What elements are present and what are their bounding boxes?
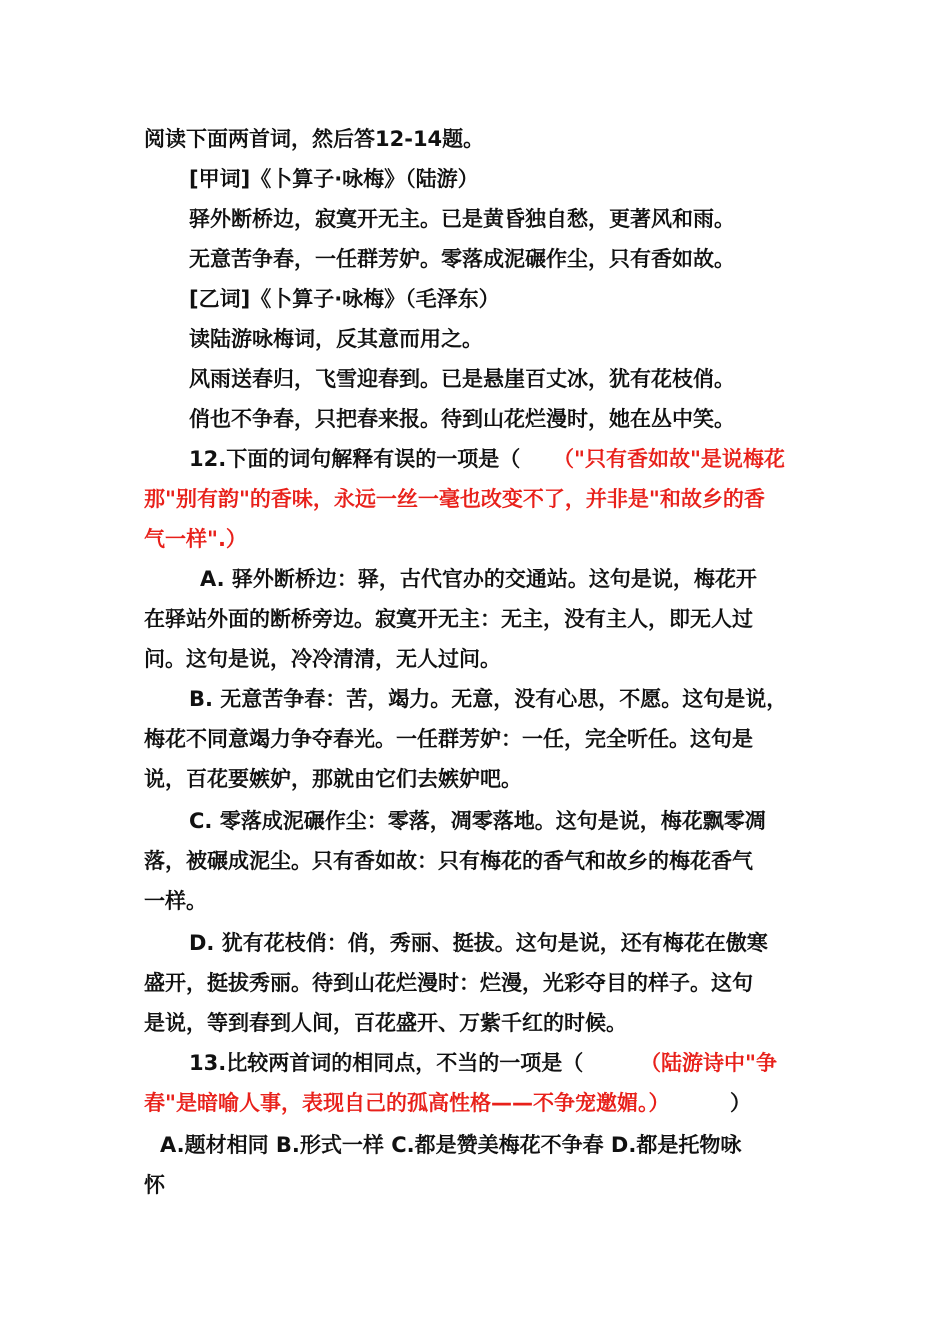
question-12-option-a-line-2: 在驿站外面的断桥旁边。寂寞开无主：无主，没有主人，即无人过 [144, 607, 753, 631]
question-12-option-a-line-3: 问。这句是说，冷冷清清，无人过问。 [144, 647, 501, 671]
poem-a-line-2: 无意苦争春，一任群芳妒。零落成泥碾作尘，只有香如故。 [189, 247, 735, 271]
question-12-answer-line-2: 那"别有韵"的香味，永远一丝一毫也改变不了，并非是"和故乡的香 [144, 487, 765, 511]
reading-instruction: 阅读下面两首词，然后答12-14题。 [144, 127, 485, 151]
poem-b-line-1: 风雨送春归，飞雪迎春到。已是悬崖百丈冰，犹有花枝俏。 [189, 367, 735, 391]
question-12-option-a-line-1: A. 驿外断桥边：驿，古代官办的交通站。这句是说，梅花开 [200, 567, 757, 591]
question-12-stem: 12.下面的词句解释有误的一项是（ [189, 447, 521, 471]
question-12-option-c-line-2: 落，被碾成泥尘。只有香如故：只有梅花的香气和故乡的梅花香气 [144, 849, 753, 873]
question-13-stem: 13.比较两首词的相同点，不当的一项是（ [189, 1051, 584, 1075]
question-13-options-line-1: A.题材相同 B.形式一样 C.都是赞美梅花不争春 D.都是托物咏 [160, 1133, 742, 1157]
poem-b-heading: [乙词]《卜算子·咏梅》（毛泽东） [189, 287, 500, 311]
poem-a-heading: [甲词]《卜算子·咏梅》（陆游） [189, 167, 479, 191]
poem-a-line-1: 驿外断桥边，寂寞开无主。已是黄昏独自愁，更著风和雨。 [189, 207, 735, 231]
question-13-answer-line-1: （陆游诗中"争 [640, 1051, 777, 1075]
question-12-option-b-line-2: 梅花不同意竭力争夺春光。一任群芳妒：一任，完全听任。这句是 [144, 727, 753, 751]
question-13-answer-line-2: 春"是暗喻人事，表现自己的孤高性格——不争宠邀媚。） [144, 1091, 670, 1115]
question-12-option-d-line-1: D. 犹有花枝俏：俏，秀丽、挺拔。这句是说，还有梅花在傲寒 [189, 931, 768, 955]
question-13-closing-paren: ） [730, 1091, 751, 1115]
question-12-option-c-line-1: C. 零落成泥碾作尘：零落，凋零落地。这句是说，梅花飘零凋 [189, 809, 766, 833]
poem-b-preface: 读陆游咏梅词，反其意而用之。 [189, 327, 483, 351]
question-12-option-d-line-2: 盛开，挺拔秀丽。待到山花烂漫时：烂漫，光彩夺目的样子。这句 [144, 971, 753, 995]
question-13-options-line-2: 怀 [144, 1173, 165, 1197]
question-12-option-b-line-3: 说，百花要嫉妒，那就由它们去嫉妒吧。 [144, 767, 522, 791]
question-12-option-d-line-3: 是说，等到春到人间，百花盛开、万紫千红的时候。 [144, 1011, 627, 1035]
question-12-option-c-line-3: 一样。 [144, 889, 207, 913]
question-12-option-b-line-1: B. 无意苦争春：苦，竭力。无意，没有心思，不愿。这句是说， [189, 687, 788, 711]
poem-b-line-2: 俏也不争春，只把春来报。待到山花烂漫时，她在丛中笑。 [189, 407, 735, 431]
question-12-answer-line-1: （"只有香如故"是说梅花 [553, 447, 785, 471]
question-12-answer-line-3: 气一样".） [144, 527, 247, 551]
